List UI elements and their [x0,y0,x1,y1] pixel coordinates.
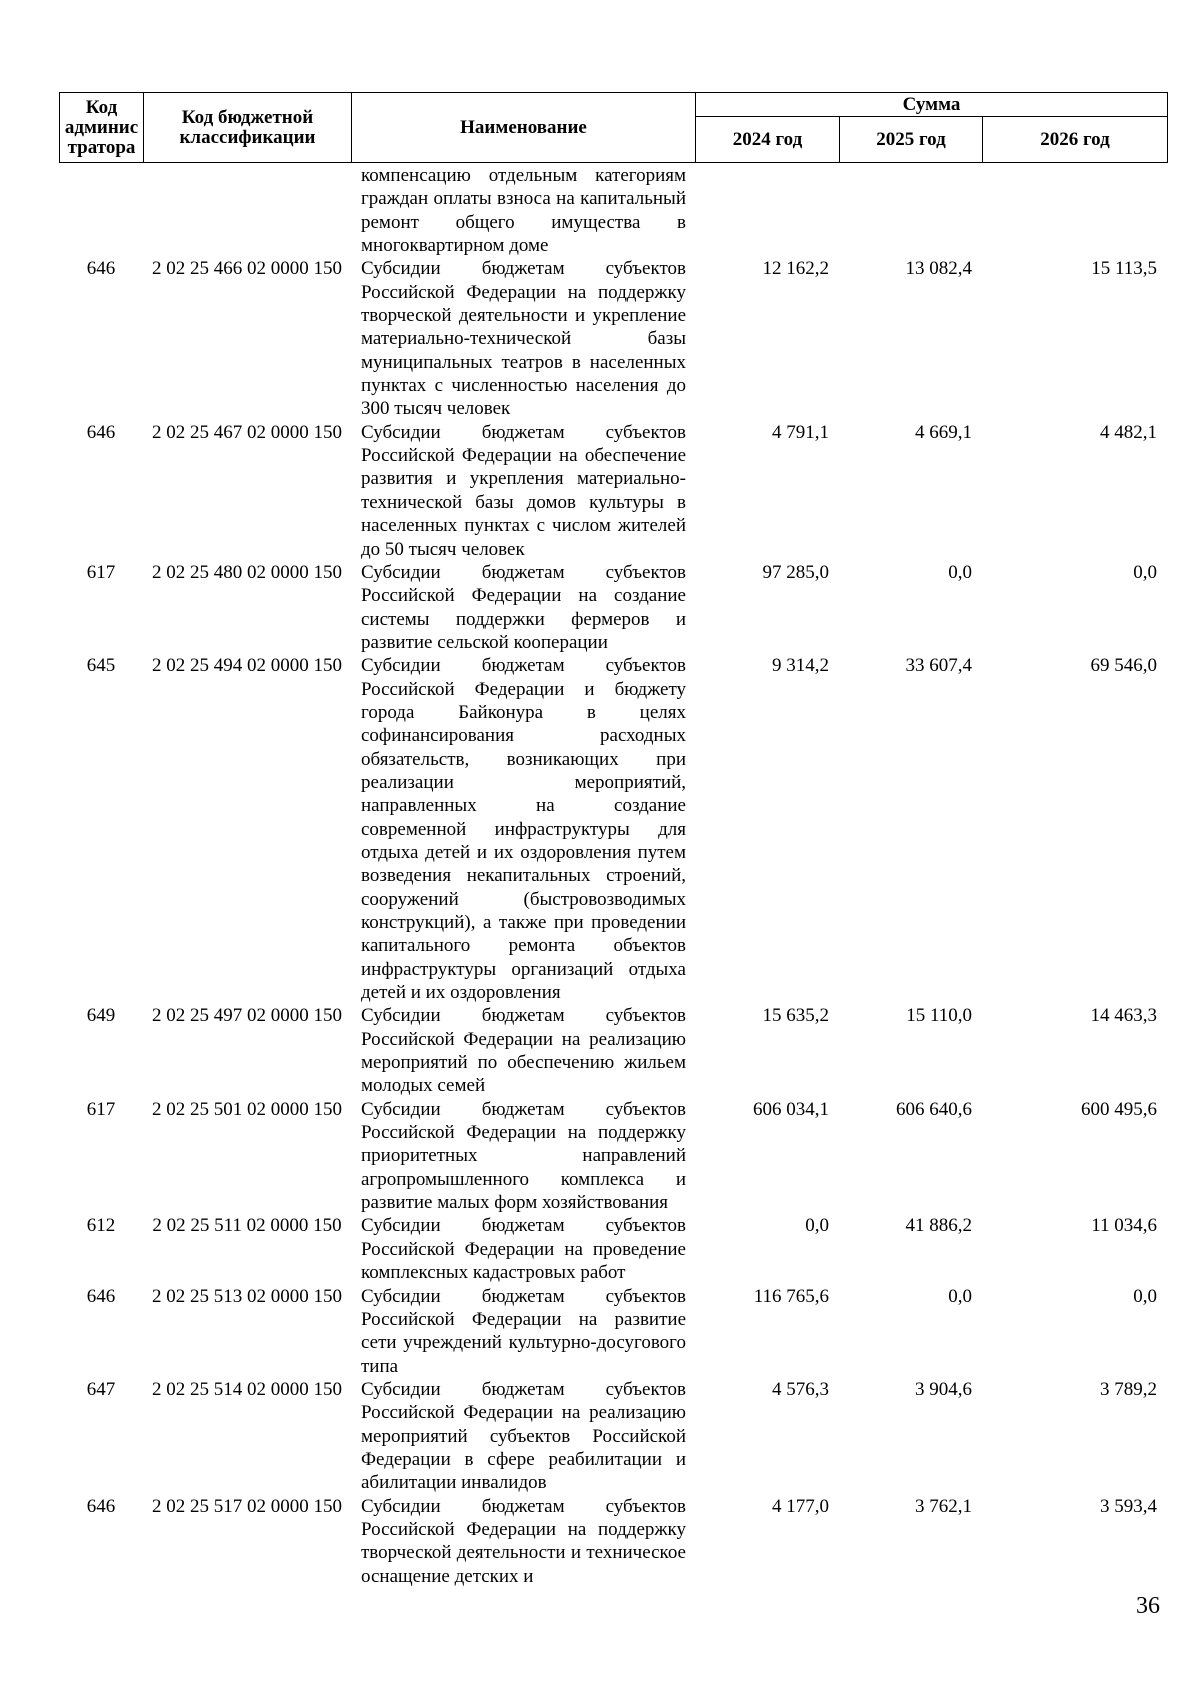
table-row [59,654,1167,1004]
table-row [59,164,1167,257]
row-name: Субсидии бюджетам субъектов Российской Федерации и бюджету города Байконура в целях софинансирования расходных обязательств, возникающих при реализации мероприятий, направленных на создание современной инфраструктуры для отдыха детей и их оздоровления путем возведения некапитальных строений, сооружений (быстровозводимых конструкций), а также при проведении капитального ремонта объектов инфраструктуры организаций отдыха детей и их оздоровления [361,655,686,1004]
row-budget-code: 2 02 25 480 02 0000 150 [152,561,342,583]
table-row [59,561,1167,654]
row-name: Субсидии бюджетам субъектов Российской Федерации на поддержку приоритетных направлений агропромышленного комплекса и развитие малых форм хозяйствования [361,1098,686,1214]
header-admin-code-line-1: Код [85,96,118,118]
page-number: 36 [1136,1593,1160,1619]
row-sum-2026: 69 546,0 [1090,655,1157,677]
header-year-2025: 2025 год [840,117,983,163]
row-sum-2026: 14 463,3 [1090,1005,1157,1027]
row-name: Субсидии бюджетам субъектов Российской Федерации на поддержку творческой деятельности и техническое оснащение детских и [361,1495,686,1587]
row-admin-code: 646 [86,1285,116,1307]
table-row [59,1004,1167,1097]
row-sum-2026: 11 034,6 [1091,1215,1157,1237]
row-name: Субсидии бюджетам субъектов Российской Федерации на создание системы поддержки фермеров и развитие сельской кооперации [361,561,686,653]
header-budget-code-line-1: Код бюджетной [181,106,314,128]
header-admin-code-line-2: админис [64,116,139,138]
budget-table-body [59,164,1167,1588]
row-budget-code: 2 02 25 511 02 0000 150 [152,1215,342,1237]
table-row [59,257,1167,420]
row-name: Субсидии бюджетам субъектов Российской Федерации на реализацию мероприятий по обеспечению жильем молодых семей [361,1005,686,1097]
row-sum-2025: 3 762,1 [915,1495,972,1517]
row-sum-2024: 606 034,1 [753,1098,829,1120]
row-sum-2025: 0,0 [948,1285,972,1307]
row-admin-code: 612 [86,1215,116,1237]
row-sum-2026: 15 113,5 [1091,258,1157,280]
row-sum-2026: 0,0 [1133,1285,1157,1307]
row-sum-2024: 4 576,3 [772,1378,829,1400]
row-sum-2026: 3 789,2 [1100,1378,1157,1400]
row-budget-code: 2 02 25 497 02 0000 150 [152,1005,342,1027]
row-sum-2024: 97 285,0 [762,561,829,583]
header-budget-code [144,93,352,163]
row-budget-code: 2 02 25 513 02 0000 150 [152,1285,342,1307]
table-row [59,421,1167,561]
header-year-2024: 2024 год [696,117,840,163]
table-row [59,1285,1167,1378]
row-sum-2025: 15 110,0 [906,1005,972,1027]
row-budget-code: 2 02 25 494 02 0000 150 [152,655,342,677]
row-sum-2026: 3 593,4 [1100,1495,1157,1517]
row-sum-2024: 15 635,2 [762,1005,829,1027]
header-budget-code-line-2: классификации [179,126,316,148]
row-sum-2025: 0,0 [948,561,972,583]
row-admin-code: 617 [86,561,116,583]
row-admin-code: 645 [86,655,116,677]
row-sum-2025: 41 886,2 [905,1215,972,1237]
row-budget-code: 2 02 25 517 02 0000 150 [152,1495,342,1517]
row-sum-2025: 606 640,6 [896,1098,972,1120]
row-name: Субсидии бюджетам субъектов Российской Федерации на реализацию мероприятий субъектов Российской Федерации в сфере реабилитации и абилитации инвалидов [361,1378,686,1494]
table-row [59,1495,1167,1588]
table-header [59,92,1168,163]
row-sum-2025: 3 904,6 [915,1378,972,1400]
row-budget-code: 2 02 25 514 02 0000 150 [152,1378,342,1400]
row-sum-2025: 4 669,1 [915,421,972,443]
row-admin-code: 646 [86,421,116,443]
row-admin-code: 646 [86,1495,116,1517]
table-row [59,1214,1167,1284]
header-name: Наименование [352,93,696,163]
row-sum-2024: 116 765,6 [753,1285,829,1307]
table-row [59,1098,1167,1215]
row-sum-2026: 600 495,6 [1081,1098,1157,1120]
row-budget-code: 2 02 25 467 02 0000 150 [152,421,342,443]
row-sum-2026: 0,0 [1133,561,1157,583]
row-name: компенсацию отдельным категориям граждан оплаты взноса на капитальный ремонт общего имущества в многоквартирном доме [361,165,686,257]
row-sum-2024 [695,164,839,257]
table-row [59,1378,1167,1495]
row-admin-code: 617 [86,1098,116,1120]
row-sum-2025: 33 607,4 [905,655,972,677]
row-admin-code [59,164,143,257]
row-sum-2024: 9 314,2 [772,655,829,677]
header-admin-code-line-3: тратора [67,136,136,158]
row-sum-2026: 4 482,1 [1100,421,1157,443]
row-admin-code: 646 [86,258,116,280]
row-sum-2024: 12 162,2 [762,258,829,280]
row-sum-2025: 13 082,4 [905,258,972,280]
row-name: Субсидии бюджетам субъектов Российской Федерации на проведение комплексных кадастровых работ [361,1215,686,1284]
row-sum-2025 [839,164,982,257]
row-sum-2024: 4 177,0 [772,1495,829,1517]
row-budget-code: 2 02 25 466 02 0000 150 [152,258,342,280]
header-year-2026: 2026 год [983,117,1168,163]
row-name: Субсидии бюджетам субъектов Российской Федерации на обеспечение развития и укрепления материально-технической базы домов культуры в населенных пунктах с числом жителей до 50 тысяч человек [361,421,686,560]
row-name: Субсидии бюджетам субъектов Российской Федерации на поддержку творческой деятельности и укрепление материально-технической базы муниципальных театров в населенных пунктах с численностью населения до 300 тысяч человек [361,258,686,420]
row-sum-2024: 4 791,1 [772,421,829,443]
row-name: Субсидии бюджетам субъектов Российской Федерации на развитие сети учреждений культурно-досугового типа [361,1285,686,1377]
row-admin-code: 647 [86,1378,116,1400]
budget-table [59,164,1167,1588]
header-sum: Сумма [696,93,1168,117]
row-budget-code: 2 02 25 501 02 0000 150 [152,1098,342,1120]
row-admin-code: 649 [86,1005,116,1027]
row-budget-code [143,164,351,257]
row-sum-2024: 0,0 [805,1215,829,1237]
row-sum-2026 [982,164,1167,257]
header-admin-code [60,93,144,163]
